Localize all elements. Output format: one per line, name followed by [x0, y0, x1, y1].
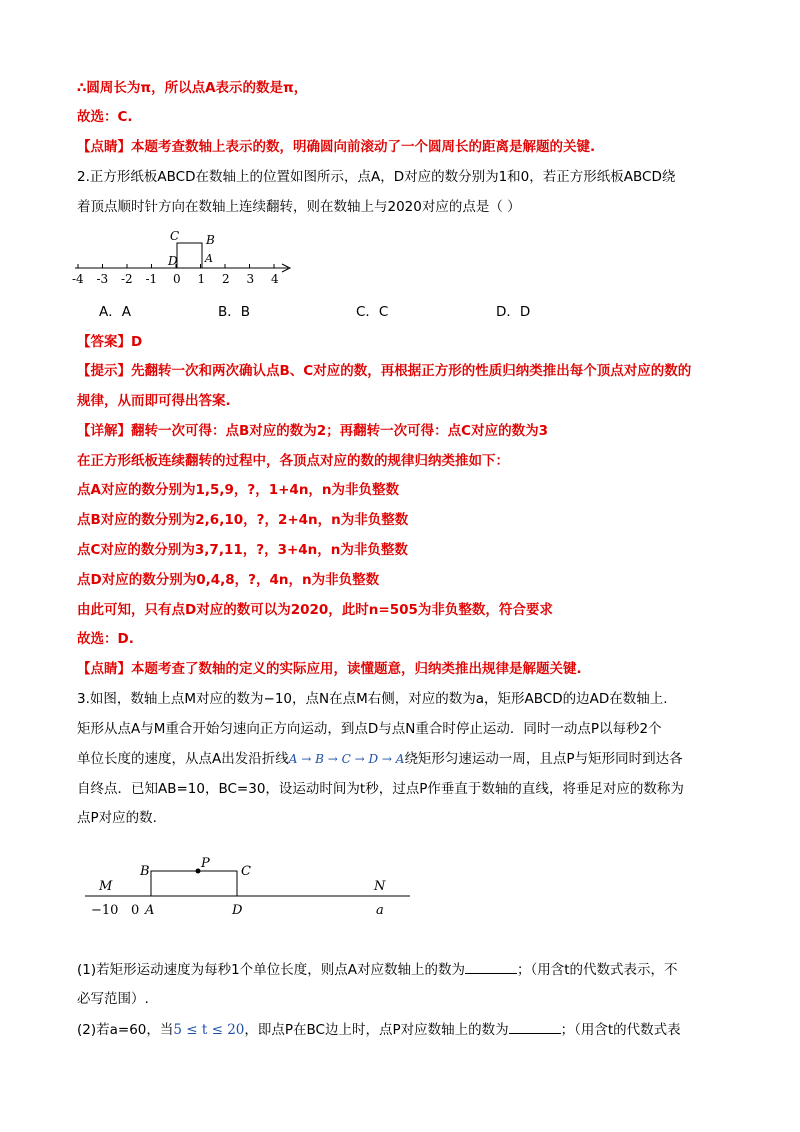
q2-tick-label: -1: [145, 272, 158, 286]
q3-sub2-note: ；（用含t的代数式表: [560, 1022, 681, 1038]
q2-answer: 【答案】D: [77, 334, 143, 350]
q3-stem-line2: 矩形从点A与M重合开始匀速向正方向运动，到点D与点N重合时停止运动．同时一动点P以每秒2个: [77, 721, 662, 737]
q3-stem-line4: 自终点．已知AB=10，BC=30，设运动时间为t秒，过点P作垂直于数轴的直线，将垂足对应的数称为: [77, 781, 684, 797]
q2-detail-a: 点A对应的数分别为1,5,9，?，1+4n，n为非负整数: [77, 482, 400, 498]
q3-sub1: [77, 959, 678, 980]
q3-stem-line3: [77, 749, 683, 769]
q3-stem-line1: 3.如图，数轴上点M对应的数为−10，点N在点M右侧，对应的数为a，矩形ABCD的边AD在数轴上.: [77, 691, 668, 707]
q3-sub1-note: ；（用含t的代数式表示，不: [516, 962, 678, 978]
q2-tick-label: 4: [271, 272, 279, 286]
q3-stem-line3b: 绕矩形匀速运动一周，且点P与矩形同时到达各: [404, 751, 683, 767]
q2-detail-b: 点B对应的数分别为2,6,10，?，2+4n，n为非负整数: [77, 512, 409, 528]
q3-sub2: [77, 1019, 681, 1040]
q3-label-P: P: [201, 856, 210, 871]
q2-label-D: D: [168, 254, 178, 268]
q2-label-B: B: [206, 233, 215, 247]
q3-label-neg10: −10: [91, 903, 119, 918]
q2-detail-c: 点C对应的数分别为3,7,11，?，3+4n，n为非负整数: [77, 542, 408, 558]
q2-detail-line1: 【详解】翻转一次可得：点B对应的数为2；再翻转一次可得：点C对应的数为3: [77, 423, 548, 439]
q3-sub1-answer-blank[interactable]: [465, 959, 517, 974]
q2-tick-label: -3: [96, 272, 109, 286]
q2-number-line-figure: [70, 222, 300, 292]
q3-point-p: [196, 869, 201, 874]
q2-option-d[interactable]: D．D: [496, 304, 531, 320]
q3-label-B: B: [140, 864, 150, 879]
q1-conclusion: ∴圆周长为π，所以点A表示的数是π，: [77, 80, 308, 96]
q2-tick-label: 1: [197, 272, 206, 286]
q3-path: A → B → C → D → A: [288, 752, 405, 766]
q2-choose: 故选：D.: [77, 631, 134, 647]
q3-label-M: M: [99, 879, 113, 894]
q2-option-a[interactable]: A．A: [99, 304, 131, 320]
q1-comment: 【点睛】本题考查数轴上表示的数，明确圆向前滚动了一个圆周长的距离是解题的关键.: [77, 139, 596, 155]
q3-sub1-cont: 必写范围）.: [77, 991, 149, 1007]
q2-label-A: A: [205, 252, 213, 265]
q3-label-N: N: [374, 879, 386, 894]
q3-label-a: a: [376, 903, 384, 918]
q3-sub2-range: 5 ≤ t ≤ 20: [173, 1022, 245, 1038]
q2-label-C: C: [170, 229, 180, 243]
q3-stem-line5: 点P对应的数.: [77, 810, 157, 826]
q2-tick-label: -4: [72, 272, 84, 286]
q2-detail-conclusion: 由此可知，只有点D对应的数可以为2020，此时n=505为非负整数，符合要求: [77, 602, 553, 618]
q3-label-C: C: [241, 864, 251, 879]
q2-hint-line1: 【提示】先翻转一次和两次确认点B、C对应的数，再根据正方形的性质归纳类推出每个顶点对应的数的: [77, 363, 692, 379]
q2-option-b[interactable]: B．B: [218, 304, 251, 320]
q3-sub2-text2: ，即点P在BC边上时，点P对应数轴上的数为: [244, 1022, 509, 1038]
q2-stem-line2: 着顶点顺时针方向在数轴上连续翻转，则在数轴上与2020对应的点是（ ）: [77, 199, 521, 215]
q2-stem-line1: 2.正方形纸板ABCD在数轴上的位置如图所示，点A，D对应的数分别为1和0，若正方形纸板ABCD绕: [77, 169, 676, 185]
q2-comment: 【点睛】本题考查了数轴的定义的实际应用，读懂题意，归纳类推出规律是解题关键.: [77, 661, 582, 677]
q3-sub2-text: (2)若a=60，当: [77, 1022, 174, 1038]
q3-sub1-text: (1)若矩形运动速度为每秒1个单位长度，则点A对应数轴上的数为: [77, 962, 465, 978]
q2-hint-line2: 规律，从而即可得出答案.: [77, 393, 231, 409]
q2-tick-label: 3: [246, 272, 255, 286]
q2-detail-d: 点D对应的数分别为0,4,8，?，4n，n为非负整数: [77, 572, 380, 588]
q3-label-D: D: [232, 903, 243, 918]
q2-tick-label: -2: [121, 272, 133, 286]
q3-sub2-answer-blank[interactable]: [509, 1019, 561, 1034]
q3-stem-line3a: 单位长度的速度，从点A出发沿折线: [77, 751, 289, 767]
q2-detail-line2: 在正方形纸板连续翻转的过程中，各顶点对应的数的规律归纳类推如下：: [77, 453, 509, 469]
q3-label-zero: 0: [131, 903, 140, 918]
q2-tick-label: 0: [173, 272, 181, 286]
q3-rectangle-figure: [80, 850, 420, 920]
q1-choose: 故选：C.: [77, 109, 133, 125]
q3-label-A: A: [145, 903, 155, 918]
q2-tick-label: 2: [222, 272, 230, 286]
q2-option-c[interactable]: C．C: [356, 304, 389, 320]
